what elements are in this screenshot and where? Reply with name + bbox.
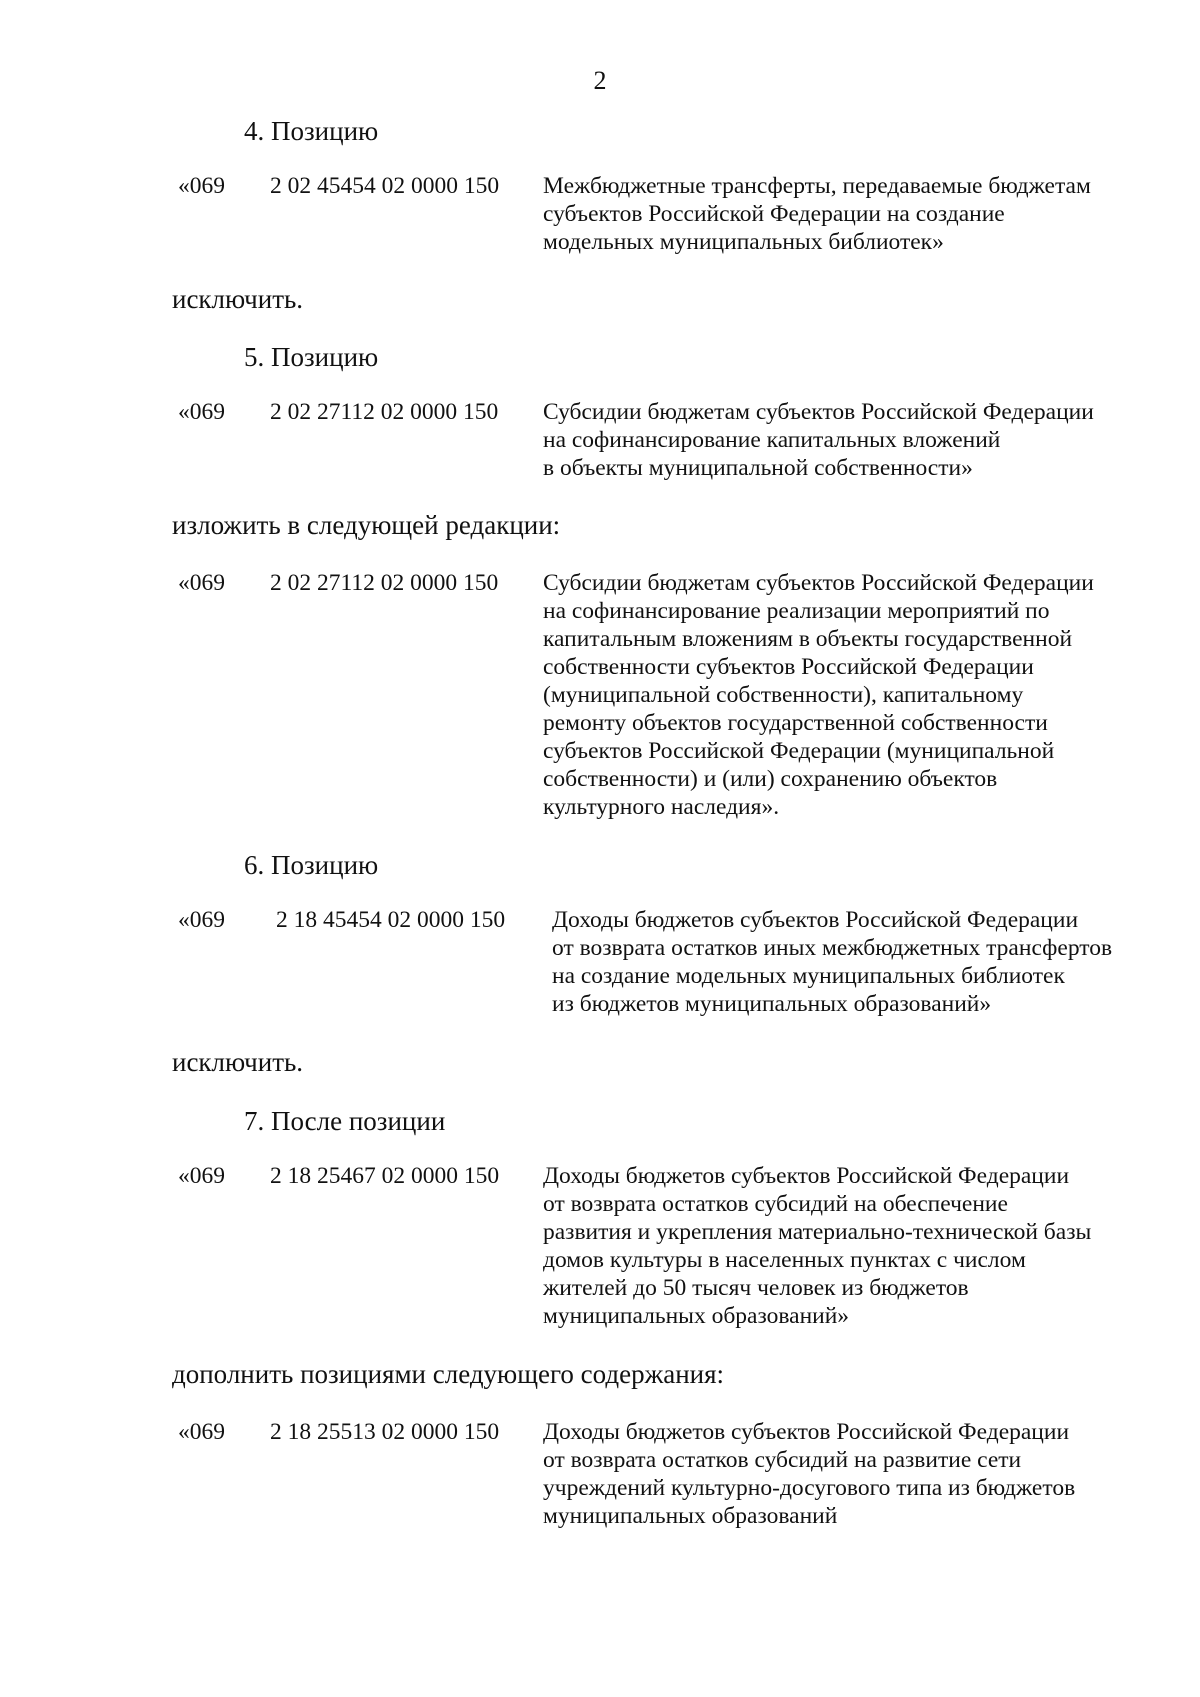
description-line: собственности субъектов Российской Федерации bbox=[543, 654, 1034, 680]
description-line: (муниципальной собственности), капитальному bbox=[543, 682, 1024, 708]
description-line: жителей до 50 тысяч человек из бюджетов bbox=[543, 1275, 969, 1301]
heading-item-6: 6. Позицию bbox=[244, 850, 379, 880]
admin-code: «069 bbox=[178, 570, 225, 596]
description-line: Субсидии бюджетам субъектов Российской Федерации bbox=[543, 399, 1094, 425]
description-line: домов культуры в населенных пунктах с числом bbox=[543, 1247, 1026, 1273]
heading-item-7: 7. После позиции bbox=[244, 1106, 446, 1136]
description-line: капитальным вложениям в объекты государственной bbox=[543, 626, 1073, 652]
description-line: развития и укрепления материально-технической базы bbox=[543, 1219, 1092, 1245]
admin-code: «069 bbox=[178, 1419, 225, 1445]
description-line: Субсидии бюджетам субъектов Российской Федерации bbox=[543, 570, 1094, 596]
entry-description bbox=[552, 906, 1112, 1018]
description-line: от возврата остатков субсидий на обеспечение bbox=[543, 1191, 1008, 1217]
heading-item-5: 5. Позицию bbox=[244, 342, 379, 372]
description-line: на софинансирование капитальных вложений bbox=[543, 427, 1001, 453]
income-code: 2 18 25513 02 0000 150 bbox=[270, 1419, 500, 1445]
income-code: 2 18 45454 02 0000 150 bbox=[276, 907, 506, 933]
description-line: на создание модельных муниципальных библиотек bbox=[552, 963, 1065, 989]
entry-description bbox=[543, 1162, 1091, 1330]
entry-description bbox=[543, 569, 1094, 821]
description-line: учреждений культурно-досугового типа из бюджетов bbox=[543, 1475, 1076, 1501]
instruction-exclude-1: исключить. bbox=[172, 284, 304, 314]
description-line: субъектов Российской Федерации (муниципальной bbox=[543, 738, 1055, 764]
description-line: в объекты муниципальной собственности» bbox=[543, 455, 973, 481]
description-line: муниципальных образований bbox=[543, 1503, 838, 1529]
description-line: модельных муниципальных библиотек» bbox=[543, 229, 944, 255]
income-code: 2 02 45454 02 0000 150 bbox=[270, 173, 500, 199]
instruction-restate: изложить в следующей редакции: bbox=[172, 510, 561, 540]
description-line: Доходы бюджетов субъектов Российской Федерации bbox=[543, 1163, 1070, 1189]
admin-code: «069 bbox=[178, 173, 225, 199]
instruction-append: дополнить позициями следующего содержания: bbox=[172, 1359, 725, 1389]
entry-description bbox=[543, 172, 1091, 256]
description-line: Доходы бюджетов субъектов Российской Федерации bbox=[552, 907, 1079, 933]
admin-code: «069 bbox=[178, 1163, 225, 1189]
description-line: муниципальных образований» bbox=[543, 1303, 850, 1329]
description-line: субъектов Российской Федерации на создание bbox=[543, 201, 1005, 227]
income-code: 2 02 27112 02 0000 150 bbox=[270, 570, 499, 596]
description-line: ремонту объектов государственной собственности bbox=[543, 710, 1048, 736]
description-line: Межбюджетные трансферты, передаваемые бюджетам bbox=[543, 173, 1091, 199]
description-line: собственности) и (или) сохранению объектов bbox=[543, 766, 998, 792]
income-code: 2 18 25467 02 0000 150 bbox=[270, 1163, 500, 1189]
description-line: на софинансирование реализации мероприятий по bbox=[543, 598, 1050, 624]
entry-description bbox=[543, 1418, 1075, 1530]
admin-code: «069 bbox=[178, 399, 225, 425]
heading-item-4: 4. Позицию bbox=[244, 116, 379, 146]
admin-code: «069 bbox=[178, 907, 225, 933]
page-number: 2 bbox=[593, 66, 607, 95]
entry-description bbox=[543, 398, 1094, 482]
description-line: от возврата остатков субсидий на развитие сети bbox=[543, 1447, 1022, 1473]
income-code: 2 02 27112 02 0000 150 bbox=[270, 399, 499, 425]
instruction-exclude-2: исключить. bbox=[172, 1047, 304, 1077]
description-line: от возврата остатков иных межбюджетных трансфертов bbox=[552, 935, 1113, 961]
description-line: Доходы бюджетов субъектов Российской Федерации bbox=[543, 1419, 1070, 1445]
description-line: культурного наследия». bbox=[543, 794, 780, 820]
description-line: из бюджетов муниципальных образований» bbox=[552, 991, 992, 1017]
